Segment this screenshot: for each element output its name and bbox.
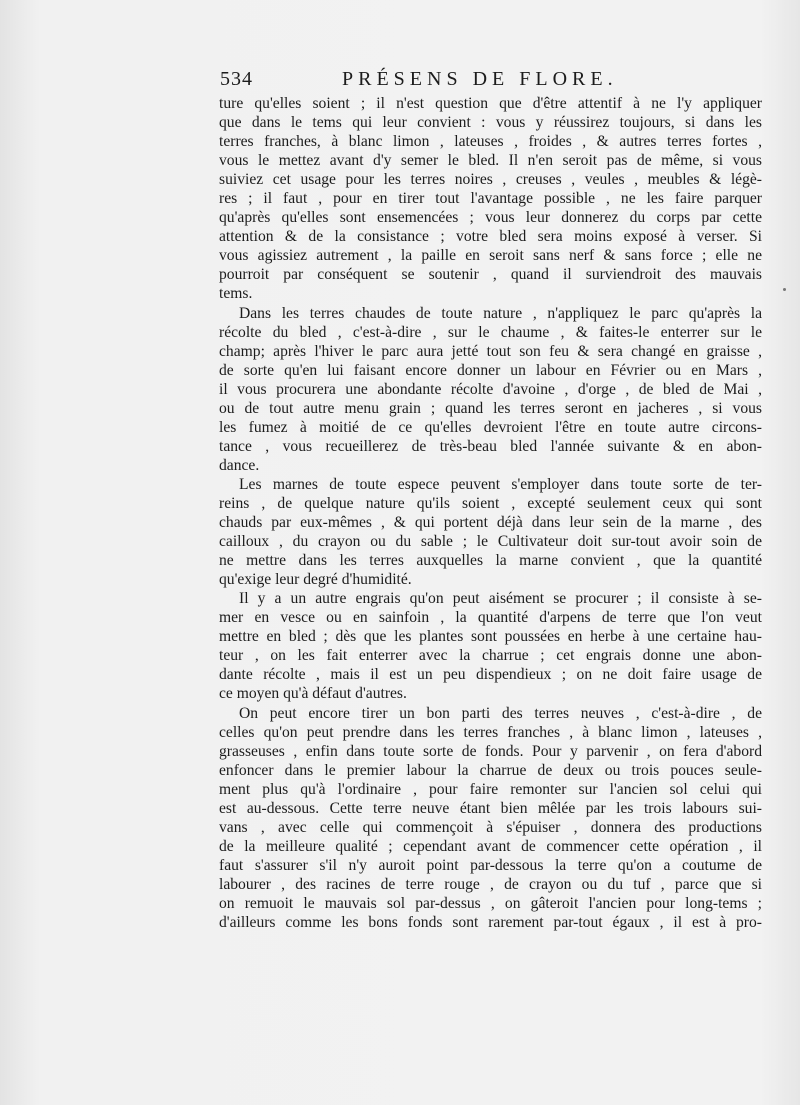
text-line: champ; après l'hiver le parc aura jetté tout son feu & sera changé en graisse , [219,342,762,360]
ink-speck [783,288,786,291]
text-line: vous agissiez autrement , la paille en seroit sans nerf & sans force ; elle ne [219,247,762,265]
text-line: chauds par eux-mêmes , & qui portent déjà dans leur sein de la marne , des [219,514,762,532]
text-line: d'ailleurs comme les bons fonds sont rarement par-tout égaux , il est à pro- [219,914,762,932]
text-line: Les marnes de toute espece peuvent s'employer dans toute sorte de ter- [239,475,762,493]
text-line: labourer , des racines de terre rouge , de crayon ou du tuf , parce que si [219,875,762,893]
text-line: dance. [219,456,260,474]
text-line: qu'exige leur degré d'humidité. [219,571,412,589]
text-line: on remuoit le mauvais sol par-dessus , on gâteroit l'ancien pour long-tems ; [219,894,762,912]
running-title: PRÉSENS DE FLORE. [342,68,618,90]
text-line: récolte du bled , c'est-à-dire , sur le chaume , & faites-le enterrer sur le [219,323,762,341]
text-line: grasseuses , enfin dans toute sorte de fonds. Pour y parvenir , on fera d'abord [219,742,762,760]
page-number: 534 [220,68,253,90]
text-line: terres franches, à blanc limon , lateuses , froides , & autres terres fortes , [219,133,762,151]
body-text [219,94,762,932]
text-line: Dans les terres chaudes de toute nature , n'appliquez le parc qu'après la [239,304,762,322]
text-line: mettre en bled ; dès que les plantes sont poussées en herbe à une certaine hau- [219,628,762,646]
text-line: est au-dessous. Cette terre neuve étant bien mêlée par les trois labours sui- [219,799,762,817]
text-line: ce moyen qu'à défaut d'autres. [219,685,407,703]
text-line: ture qu'elles soient ; il n'est question que d'être attentif à ne l'y appliquer [219,95,762,112]
text-line: Il y a un autre engrais qu'on peut aisément se procurer ; il consiste à se- [239,590,762,608]
text-line: tems. [219,285,253,303]
text-line: de sorte qu'en lui faisant encore donner un labour en Février ou en Mars , [219,361,762,379]
text-line: ne mettre dans les terres auxquelles la marne convient , que la quantité [219,552,762,570]
text-line: teur , on les fait enterrer avec la charrue ; cet engrais donne une abon- [219,647,762,665]
text-line: pourroit par conséquent se soutenir , quand il surviendroit des mauvais [219,266,762,284]
text-line: dante récolte , mais il est un peu dispendieux ; on ne doit faire usage de [219,666,762,684]
text-line: reins , de quelque nature qu'ils soient , excepté seulement ceux qui sont [219,494,762,512]
text-line: suiviez cet usage pour les terres noires , creuses , veules , meubles & légè- [219,171,762,189]
text-line: enfoncer dans le premier labour la charrue de deux ou trois pouces seule- [219,761,762,779]
text-line: cailloux , du crayon ou du sable ; le Cultivateur doit sur-tout avoir soin de [219,533,762,551]
text-line: ment plus qu'à l'ordinaire , pour faire remonter sur l'ancien sol celui qui [219,780,762,798]
text-line: mer en vesce ou en sainfoin , la quantité d'arpens de terre que l'on veut [219,609,762,627]
text-line: res ; il faut , pour en tirer tout l'avantage possible , ne les faire parquer [219,190,762,208]
text-line: les fumez à moitié de ce qu'elles devroient l'être en toute autre circons- [219,418,762,436]
text-line: celles qu'on peut prendre dans les terres franches , à blanc limon , lateuses , [219,723,762,741]
text-line: attention & de la consistance ; votre bled sera moins exposé à verser. Si [219,228,762,246]
text-line: faut s'assurer s'il n'y auroit point par-dessous la terre qu'on a coutume de [219,856,762,874]
text-line: que dans le tems qui leur convient : vous y réussirez toujours, si dans les [219,114,762,132]
text-line: vans , avec celle qui commençoit à s'épuiser , donnera des productions [219,818,762,836]
text-line: qu'après qu'elles sont ensemencées ; vous leur donnerez du corps par cette [219,209,762,227]
text-line: ou de tout autre menu grain ; quand les terres seront en jacheres , si vous [219,399,762,417]
text-line: il vous procurera une abondante récolte d'avoine , d'orge , de bled de Mai , [219,380,762,398]
text-line: de la meilleure qualité ; cependant avant de commencer cette opération , il [219,837,762,855]
text-line: tance , vous recueillerez de très-beau bled l'année suivante & en abon- [219,437,762,455]
text-line: vous le mettez avant d'y semer le bled. Il n'en seroit pas de même, si vous [219,152,762,170]
text-line: On peut encore tirer un bon parti des terres neuves , c'est-à-dire , de [239,704,762,722]
